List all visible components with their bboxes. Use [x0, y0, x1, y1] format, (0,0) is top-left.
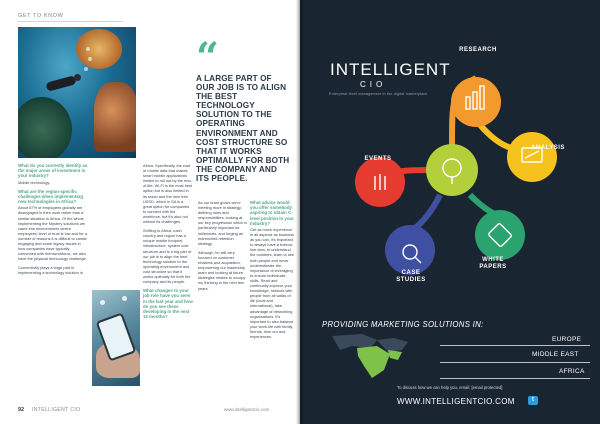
case-studies-circle [385, 225, 435, 275]
diver-head [74, 74, 81, 81]
answer: Get as much experience in all aspects as business as you can, it's important to always have a bottom-line view, to understand the numbers, learn to see both people and never underestimate the importance of leveraging to ensure individuals skills. Read and continually improve your knowledge, network with people from all walks of life (local and international), take advantage of networking organisations. It's important to also balance your work-life with family, friends, time out and experiences. [250, 227, 295, 339]
quote-mark: “ [196, 34, 220, 81]
events-label: EVENTS [364, 156, 392, 162]
network-node [122, 296, 127, 301]
region-africa: AFRICA [559, 368, 585, 375]
section-label: GET TO KNOW [18, 13, 64, 19]
research-label: RESEARCH [459, 47, 497, 53]
question: What do you currently identify as the major areas of investment in your industry? [18, 163, 88, 179]
region-europe: EUROPE [552, 336, 582, 343]
site-url[interactable]: WWW.INTELLIGENTCIO.COM [397, 397, 515, 406]
folio-brand: INTELLIGENT CIO [32, 407, 81, 413]
answer: As our team grows we're meeting more in strategy, defining roles and responsibilities, looking at our key progression which is particularly important for millennials, and forging an entrenched retention strategy. [198, 200, 248, 246]
brand-logo: INTELLIGENT [330, 60, 451, 79]
network-node [100, 300, 105, 305]
bubble [84, 67, 88, 71]
analysis-circle [507, 132, 557, 182]
region-middle-east: MIDDLE EAST [532, 351, 579, 358]
world-map [322, 330, 442, 380]
phone-photo [92, 290, 140, 386]
twitter-icon[interactable]: t [528, 396, 538, 405]
question: What changes to your job role have you seen in the last year and how do you see these developing in the next 12 months? [143, 288, 193, 320]
coral-shape [18, 97, 72, 158]
research-circle [451, 77, 501, 127]
article-column-2-text [143, 163, 193, 320]
question: What are the region-specific challenges when implementing new technologies in Africa? [18, 188, 83, 205]
folio-url: www.intelligentcio.com [224, 407, 270, 412]
white-papers-label: WHITE PAPERS [479, 257, 507, 270]
region-rule [440, 345, 590, 346]
page-gutter [296, 0, 304, 424]
question: What advice would you offer somebody aspiring to obtain C-level position in your industry? [250, 200, 294, 226]
bubble [88, 57, 92, 61]
answer: Shifting to Africa, each country and region has a unique mobile footprint, infrastructure, system cost structure and is a big part of our job is to align the best technology solution to the operating environment and cost structure so that it works optimally for both the company and its people. [143, 228, 192, 285]
diver-figure [45, 75, 76, 91]
answer: Connectivity plays a large part in implementing a technology solution in [18, 265, 83, 276]
article-column-3 [198, 200, 248, 295]
answer: Although I'm still very focused on customer relations and acquisition, empowering our leadership team and looking at future strategies relates to occupy my thinking in the next few years. [198, 249, 246, 291]
case-studies-label: CASE STUDIES [396, 270, 426, 283]
answer: Mobile technology. [18, 179, 51, 185]
brand-tagline: Enterprise-level management in the digital marketplace [329, 92, 428, 96]
contact-text: To discuss how we can help you, email: [email protected] [397, 385, 503, 390]
region-rule [440, 362, 590, 363]
answer: About 67% of employees globally are disengaged in their work rather than a similar situation in Africa. Of the whole implementing the Mystery solutions we came into environments where employees' level of trust is low and for a number of reasons it is difficult to create engaging and some legacy issues in how companies have typically connected with themworkforce, we also have the physical technology challenge. [18, 205, 87, 262]
page-number: 92 [18, 407, 25, 413]
analysis-label: ANALYSIS [531, 145, 565, 151]
pull-quote: A LARGE PART OF OUR JOB IS TO ALIGN THE BEST TECHNOLOGY SOLUTION TO THE OPERATING ENVIRONMENT AND COST STRUCTURE SO THAT IT WORKS OPTIMALLY FOR BOTH THE COMPANY AND ITS PEOPLE. [196, 74, 290, 184]
diver-photo [18, 27, 136, 158]
region-rule [440, 378, 590, 379]
brand-cio: CIO [360, 80, 387, 89]
section-rule [18, 21, 123, 22]
coral-shape [94, 82, 136, 152]
white-papers-circle [475, 210, 525, 260]
article-column-1 [18, 163, 88, 280]
bubble [86, 47, 90, 51]
article-column-4 [250, 200, 296, 343]
right-page [300, 0, 600, 424]
coral-shape [76, 29, 122, 69]
center-circle [426, 144, 478, 196]
answer: Africa. Specifically, the cost of mobile data that makes smart mobile applications limited to roll out by the end-of-life. Wi-Fi is the most best option but is also limited in its reach and the new free USSD, which in SA is a great option for companies to connect with the workforce, but it's also not without its challenges. [143, 163, 193, 225]
solutions-title: PROVIDING MARKETING SOLUTIONS IN: [322, 320, 484, 329]
